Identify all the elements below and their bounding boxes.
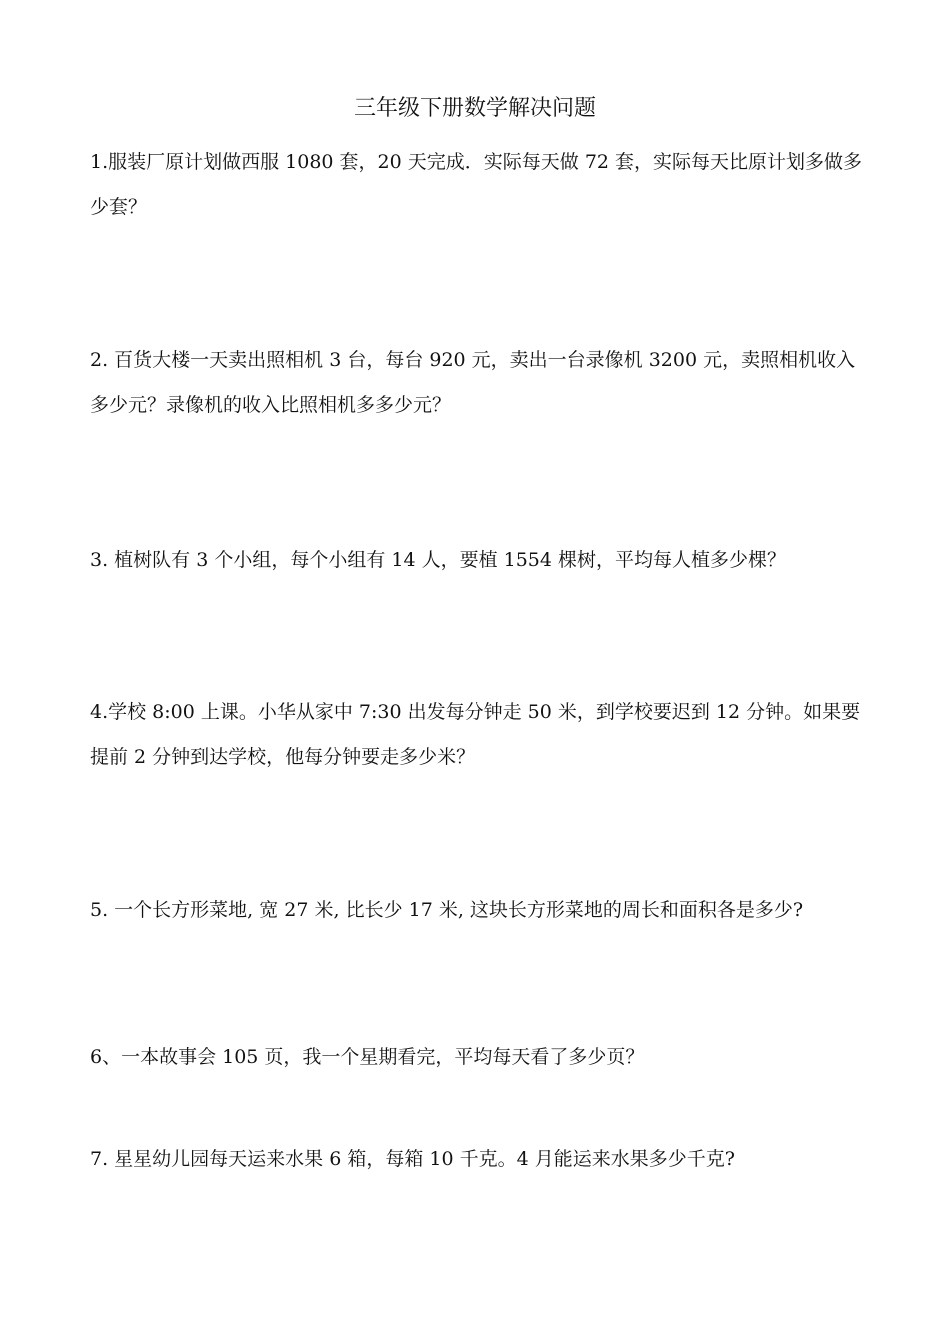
problem-2: 2. 百货大楼一天卖出照相机 3 台，每台 920 元，卖出一台录像机 3200 元，卖照相机收入多少元？录像机的收入比照相机多多少元？	[90, 349, 856, 416]
problem-7: 7. 星星幼儿园每天运来水果 6 箱，每箱 10 千克。4 月能运来水果多少千克?	[90, 1148, 735, 1170]
problem-6: 6、一本故事会 105 页，我一个星期看完，平均每天看了多少页？	[90, 1046, 645, 1068]
problem-1: 1.服装厂原计划做西服 1080 套，20 天完成．实际每天做 72 套，实际每天比原计划多做多少套？	[90, 151, 863, 218]
page-title: 三年级下册数学解决问题	[353, 96, 596, 121]
problem-5: 5. 一个长方形菜地, 宽 27 米, 比长少 17 米, 这块长方形菜地的周长和面积各是多少?	[90, 899, 804, 921]
problem-3: 3. 植树队有 3 个小组，每个小组有 14 人，要植 1554 棵树，平均每人植多少棵？	[90, 549, 787, 571]
problem-4: 4.学校 8:00 上课。小华从家中 7:30 出发每分钟走 50 米，到学校要迟到 12 分钟。如果要提前 2 分钟到达学校，他每分钟要走多少米？	[90, 701, 861, 768]
